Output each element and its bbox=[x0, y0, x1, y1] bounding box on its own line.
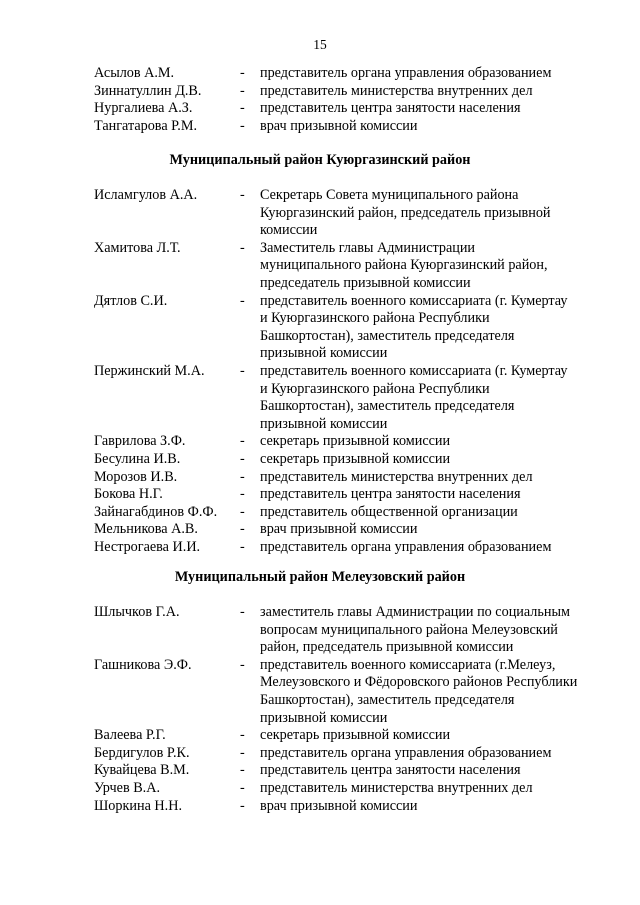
dash-separator: - bbox=[240, 656, 245, 673]
role-line: Башкортостан), заместитель председателя bbox=[260, 327, 515, 344]
page-number: 15 bbox=[313, 37, 327, 52]
member-role bbox=[260, 780, 610, 798]
member-row bbox=[0, 469, 640, 487]
member-row bbox=[0, 100, 640, 118]
role-line: врач призывной комиссии bbox=[260, 797, 418, 814]
member-row bbox=[0, 762, 640, 780]
member-role bbox=[260, 100, 610, 118]
role-line: и Куюргазинского района Республики bbox=[260, 310, 490, 327]
role-line: Куюргазинский район, председатель призывной bbox=[260, 204, 551, 221]
dash-separator: - bbox=[240, 486, 245, 503]
member-row bbox=[0, 65, 640, 83]
member-role bbox=[260, 657, 610, 727]
member-row bbox=[0, 433, 640, 451]
role-line: представитель центра занятости населения bbox=[260, 100, 521, 117]
member-role bbox=[260, 762, 610, 780]
member-role bbox=[260, 293, 610, 363]
dash-separator: - bbox=[240, 292, 245, 309]
member-row bbox=[0, 240, 640, 293]
member-row bbox=[0, 293, 640, 363]
member-role bbox=[260, 65, 610, 83]
member-row bbox=[0, 83, 640, 101]
role-line: Заместитель главы Администрации bbox=[260, 239, 476, 256]
dash-separator: - bbox=[240, 538, 245, 555]
member-row bbox=[0, 363, 640, 433]
member-row bbox=[0, 539, 640, 557]
dash-separator: - bbox=[240, 521, 245, 538]
dash-separator: - bbox=[240, 604, 245, 620]
role-line: Мелеузовского и Фёдоровского районов Республики bbox=[260, 674, 578, 691]
role-line: заместитель главы Администрации по социальным bbox=[260, 604, 570, 620]
member-name: Хамитова Л.Т. bbox=[94, 239, 181, 256]
member-row bbox=[0, 118, 640, 136]
member-role bbox=[260, 240, 610, 293]
members-list-kuyurgazinsky bbox=[0, 187, 640, 556]
dash-separator: - bbox=[240, 65, 245, 81]
role-line: врач призывной комиссии bbox=[260, 117, 418, 134]
member-name: Бесулина И.В. bbox=[94, 450, 181, 467]
members-list-meleuzovsky bbox=[0, 604, 640, 815]
member-name: Валеева Р.Г. bbox=[94, 727, 166, 744]
member-name: Асылов А.М. bbox=[94, 65, 175, 81]
member-role bbox=[260, 469, 610, 487]
role-line: Секретарь Совета муниципального района bbox=[260, 187, 519, 203]
role-line: район, председатель призывной комиссии bbox=[260, 639, 514, 656]
role-line: представитель министерства внутренних дел bbox=[260, 779, 533, 796]
member-role bbox=[260, 604, 610, 657]
member-row bbox=[0, 657, 640, 727]
section-heading-kuyurgazinsky: Муниципальный район Куюргазинский район bbox=[169, 152, 471, 168]
member-name: Тангатарова Р.М. bbox=[94, 117, 197, 134]
member-row bbox=[0, 798, 640, 816]
dash-separator: - bbox=[240, 239, 245, 256]
role-line: представитель военного комиссариата (г. Кумертау bbox=[260, 292, 568, 309]
role-line: врач призывной комиссии bbox=[260, 521, 418, 538]
member-name: Шлычков Г.А. bbox=[94, 604, 180, 620]
member-role bbox=[260, 539, 610, 557]
dash-separator: - bbox=[240, 779, 245, 796]
dash-separator: - bbox=[240, 503, 245, 520]
role-line: представитель центра занятости населения bbox=[260, 762, 521, 779]
dash-separator: - bbox=[240, 362, 245, 379]
member-name: Кувайцева В.М. bbox=[94, 762, 190, 779]
dash-separator: - bbox=[240, 100, 245, 117]
dash-separator: - bbox=[240, 187, 245, 203]
dash-separator: - bbox=[240, 450, 245, 467]
dash-separator: - bbox=[240, 433, 245, 450]
member-row bbox=[0, 727, 640, 745]
dash-separator: - bbox=[240, 117, 245, 134]
member-role bbox=[260, 187, 610, 240]
role-line: секретарь призывной комиссии bbox=[260, 450, 451, 467]
member-name: Зайнагабдинов Ф.Ф. bbox=[94, 503, 218, 520]
member-name: Дятлов С.И. bbox=[94, 292, 168, 309]
role-line: Башкортостан), заместитель председателя bbox=[260, 398, 515, 415]
member-name: Нестрогаева И.И. bbox=[94, 538, 201, 555]
role-line: председатель призывной комиссии bbox=[260, 274, 471, 291]
dash-separator: - bbox=[240, 82, 245, 99]
role-line: представитель военного комиссариата (г.Мелеуз, bbox=[260, 656, 556, 673]
member-role bbox=[260, 433, 610, 451]
member-name: Гашникова Э.Ф. bbox=[94, 656, 192, 673]
dash-separator: - bbox=[240, 744, 245, 761]
role-line: призывной комиссии bbox=[260, 345, 388, 362]
role-line: представитель органа управления образованием bbox=[260, 744, 552, 761]
role-line: Башкортостан), заместитель председателя bbox=[260, 691, 515, 708]
section-heading-meleuzovsky: Муниципальный район Мелеузовский район bbox=[174, 569, 466, 585]
role-line: представитель органа управления образованием bbox=[260, 538, 552, 555]
dash-separator: - bbox=[240, 762, 245, 779]
role-line: и Куюргазинского района Республики bbox=[260, 380, 490, 397]
dash-separator: - bbox=[240, 797, 245, 814]
member-role bbox=[260, 451, 610, 469]
role-line: представитель министерства внутренних дел bbox=[260, 82, 533, 99]
dash-separator: - bbox=[240, 727, 245, 744]
role-line: представитель общественной организации bbox=[260, 503, 518, 520]
member-name: Исламгулов А.А. bbox=[94, 187, 198, 203]
member-role bbox=[260, 727, 610, 745]
member-name: Морозов И.В. bbox=[94, 468, 178, 485]
role-line: призывной комиссии bbox=[260, 415, 388, 432]
member-role bbox=[260, 363, 610, 433]
member-name: Нургалиева А.З. bbox=[94, 100, 193, 117]
member-row bbox=[0, 604, 640, 657]
role-line: представитель органа управления образованием bbox=[260, 65, 552, 81]
member-row bbox=[0, 745, 640, 763]
member-role bbox=[260, 118, 610, 136]
member-row bbox=[0, 780, 640, 798]
member-role bbox=[260, 83, 610, 101]
role-line: комиссии bbox=[260, 222, 318, 239]
role-line: представитель военного комиссариата (г. Кумертау bbox=[260, 362, 568, 379]
dash-separator: - bbox=[240, 468, 245, 485]
member-name: Урчев В.А. bbox=[94, 779, 161, 796]
role-line: секретарь призывной комиссии bbox=[260, 727, 451, 744]
role-line: муниципального района Куюргазинский район, bbox=[260, 257, 548, 274]
member-role bbox=[260, 745, 610, 763]
member-row bbox=[0, 486, 640, 504]
member-name: Бердигулов Р.К. bbox=[94, 744, 190, 761]
role-line: вопросам муниципального района Мелеузовский bbox=[260, 621, 558, 638]
member-role bbox=[260, 486, 610, 504]
member-name: Мельникова А.В. bbox=[94, 521, 198, 538]
member-name: Зиннатуллин Д.В. bbox=[94, 82, 202, 99]
role-line: представитель центра занятости населения bbox=[260, 486, 521, 503]
members-list-top bbox=[0, 65, 640, 135]
role-line: призывной комиссии bbox=[260, 709, 388, 726]
member-row bbox=[0, 504, 640, 522]
member-role bbox=[260, 798, 610, 816]
member-name: Гаврилова З.Ф. bbox=[94, 433, 186, 450]
member-name: Бокова Н.Г. bbox=[94, 486, 163, 503]
member-row bbox=[0, 521, 640, 539]
member-name: Шоркина Н.Н. bbox=[94, 797, 183, 814]
member-row bbox=[0, 187, 640, 240]
member-role bbox=[260, 521, 610, 539]
role-line: секретарь призывной комиссии bbox=[260, 433, 451, 450]
member-role bbox=[260, 504, 610, 522]
member-row bbox=[0, 451, 640, 469]
role-line: представитель министерства внутренних дел bbox=[260, 468, 533, 485]
member-name: Пержинский М.А. bbox=[94, 362, 205, 379]
